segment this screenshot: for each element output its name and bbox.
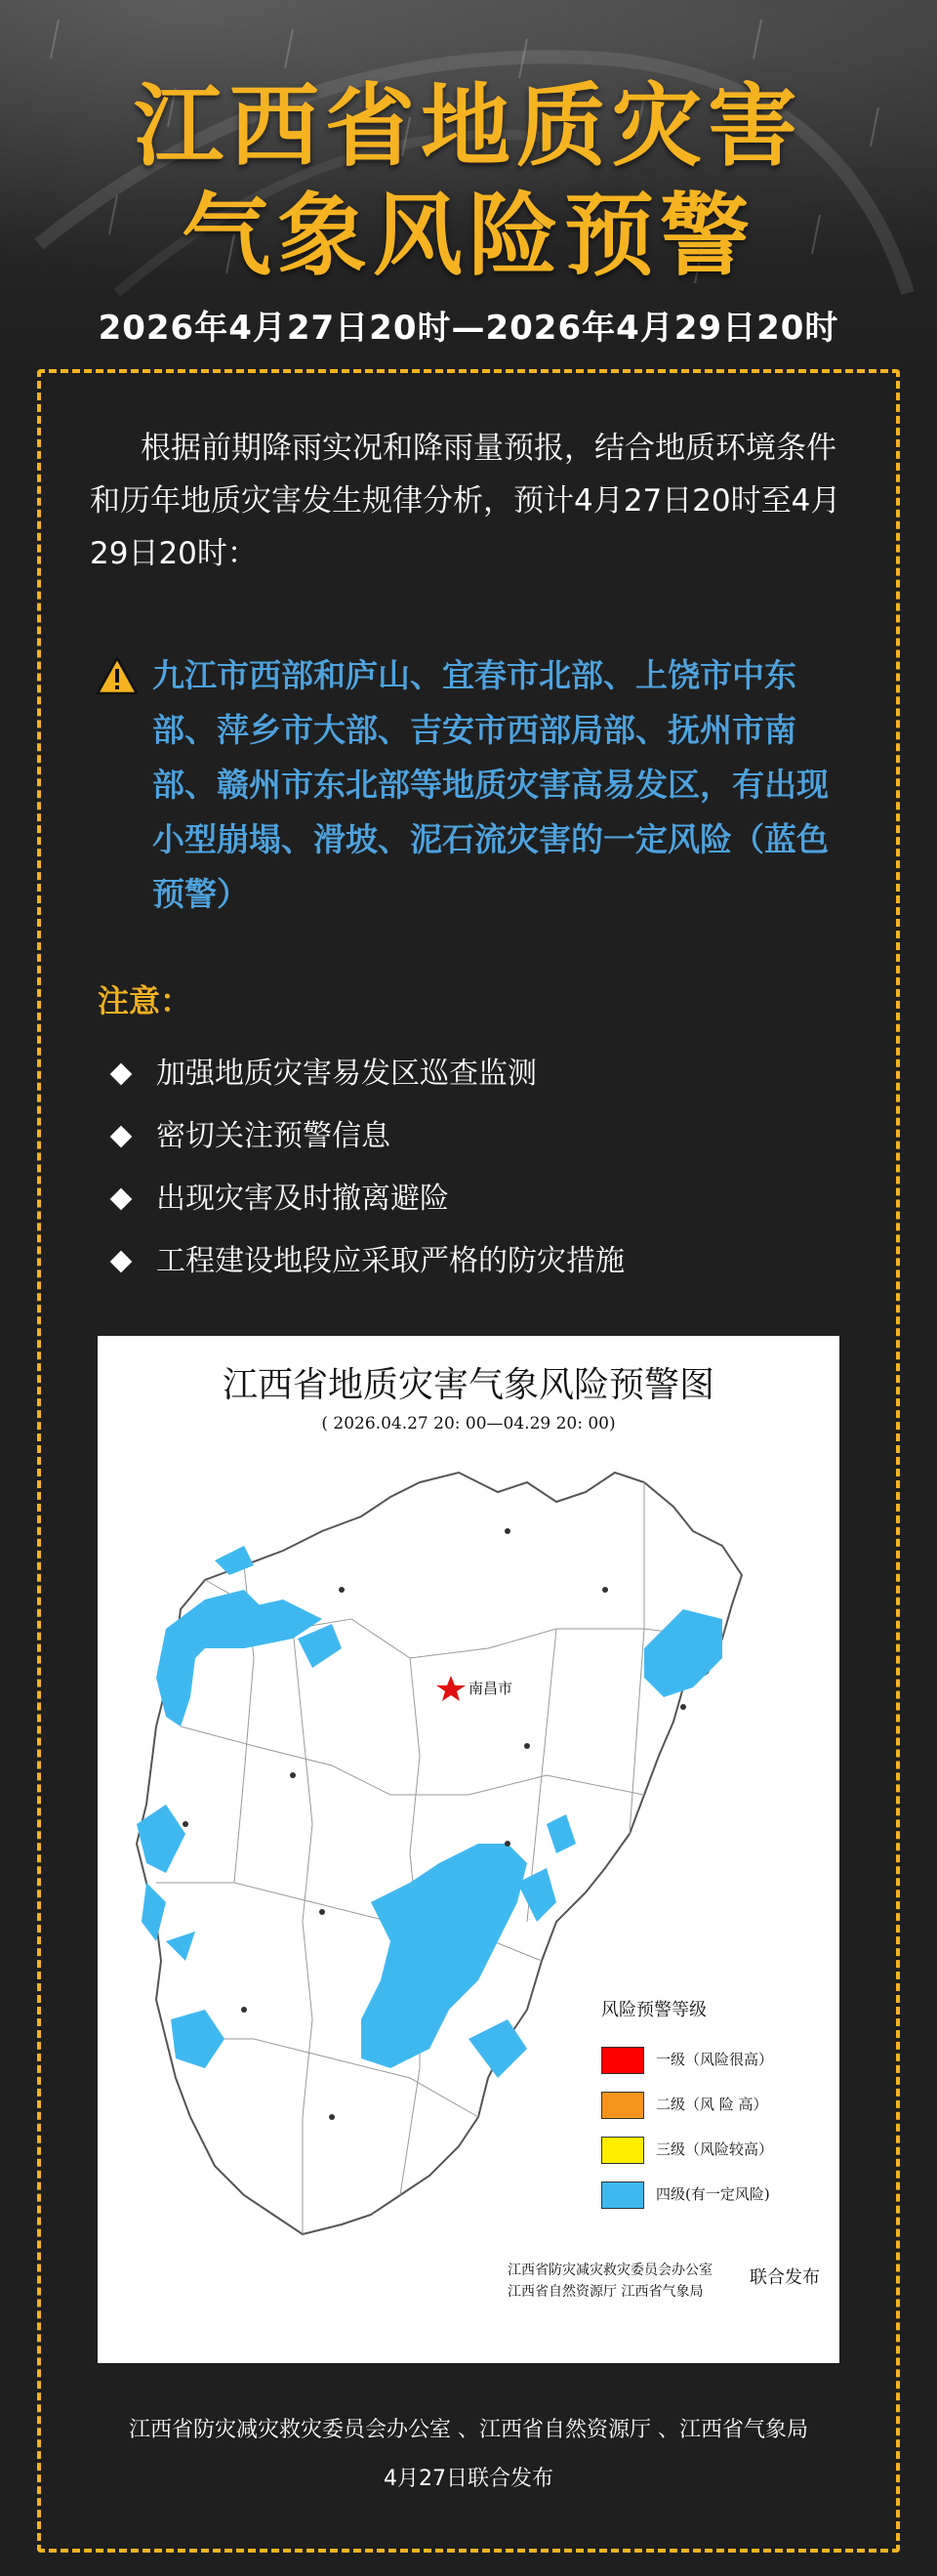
legend: [595, 1996, 820, 2223]
legend-swatch-level1: [601, 2047, 644, 2074]
diamond-bullet-icon: [110, 1063, 133, 1086]
list-item: 加强地质灾害易发区巡查监测: [109, 1043, 851, 1105]
legend-swatch-level2: [601, 2092, 644, 2119]
footer-issuers: 江西省防灾减灾救灾委员会办公室 、江西省自然资源厅 、江西省气象局: [129, 2418, 808, 2442]
date-range: 2026年4月27日20时—2026年4月29日20时: [98, 309, 839, 348]
legend-item: 三级（风险较高）: [595, 2133, 820, 2178]
list-item: 出现灾害及时撤离避险: [109, 1168, 851, 1230]
legend-item: 二级（风 险 高）: [595, 2088, 820, 2133]
list-item: 密切关注预警信息: [109, 1105, 851, 1168]
footer-date: 4月27日联合发布: [384, 2467, 553, 2491]
legend-swatch-level3: [601, 2137, 644, 2164]
warning-triangle-icon: [96, 656, 139, 695]
page-title-line1: 江西省地质灾害: [133, 74, 803, 179]
warning-text: 九江市西部和庐山、宜春市北部、上饶市中东部、萍乡市大部、吉安市西部局部、抚州市南部、赣州市东北部等地质灾害高易发区，有出现小型崩塌、滑坡、泥石流灾害的一定风险（蓝色预警）: [152, 656, 829, 913]
legend-item: 四级(有一定风险): [595, 2178, 820, 2223]
legend-title: 风险预警等级: [601, 2000, 707, 2020]
footer: [0, 2406, 937, 2504]
capital-label: 南昌市: [468, 1680, 513, 1697]
joint-release-label: 联合发布: [750, 2267, 820, 2288]
notes-label: 注意：: [98, 982, 192, 1019]
map-issuers: 江西省防灾减灾救灾委员会办公室 江西省自然资源厅 江西省气象局 联合发布: [508, 2263, 820, 2300]
map-subtitle: ( 2026.04.27 20: 00—04.29 20: 00): [321, 1414, 616, 1433]
list-item: 工程建设地段应采取严格的防灾措施: [109, 1230, 851, 1293]
hero-banner: [0, 0, 937, 361]
diamond-bullet-icon: [110, 1126, 133, 1148]
diamond-bullet-icon: [110, 1188, 133, 1211]
page-title-line2: 气象风险预警: [181, 184, 755, 288]
legend-item: 一级（风险很高）: [595, 2043, 820, 2088]
map-title: 江西省地质灾害气象风险预警图: [222, 1365, 714, 1405]
legend-swatch-level4: [601, 2181, 644, 2209]
intro-paragraph: 根据前期降雨实况和降雨量预报，结合地质环境条件和历年地质灾害发生规律分析，预计4月27日20时至4月29日20时：: [90, 431, 841, 571]
risk-map-card: [98, 1336, 839, 2363]
diamond-bullet-icon: [110, 1251, 133, 1273]
notes-list: [109, 1043, 851, 1293]
